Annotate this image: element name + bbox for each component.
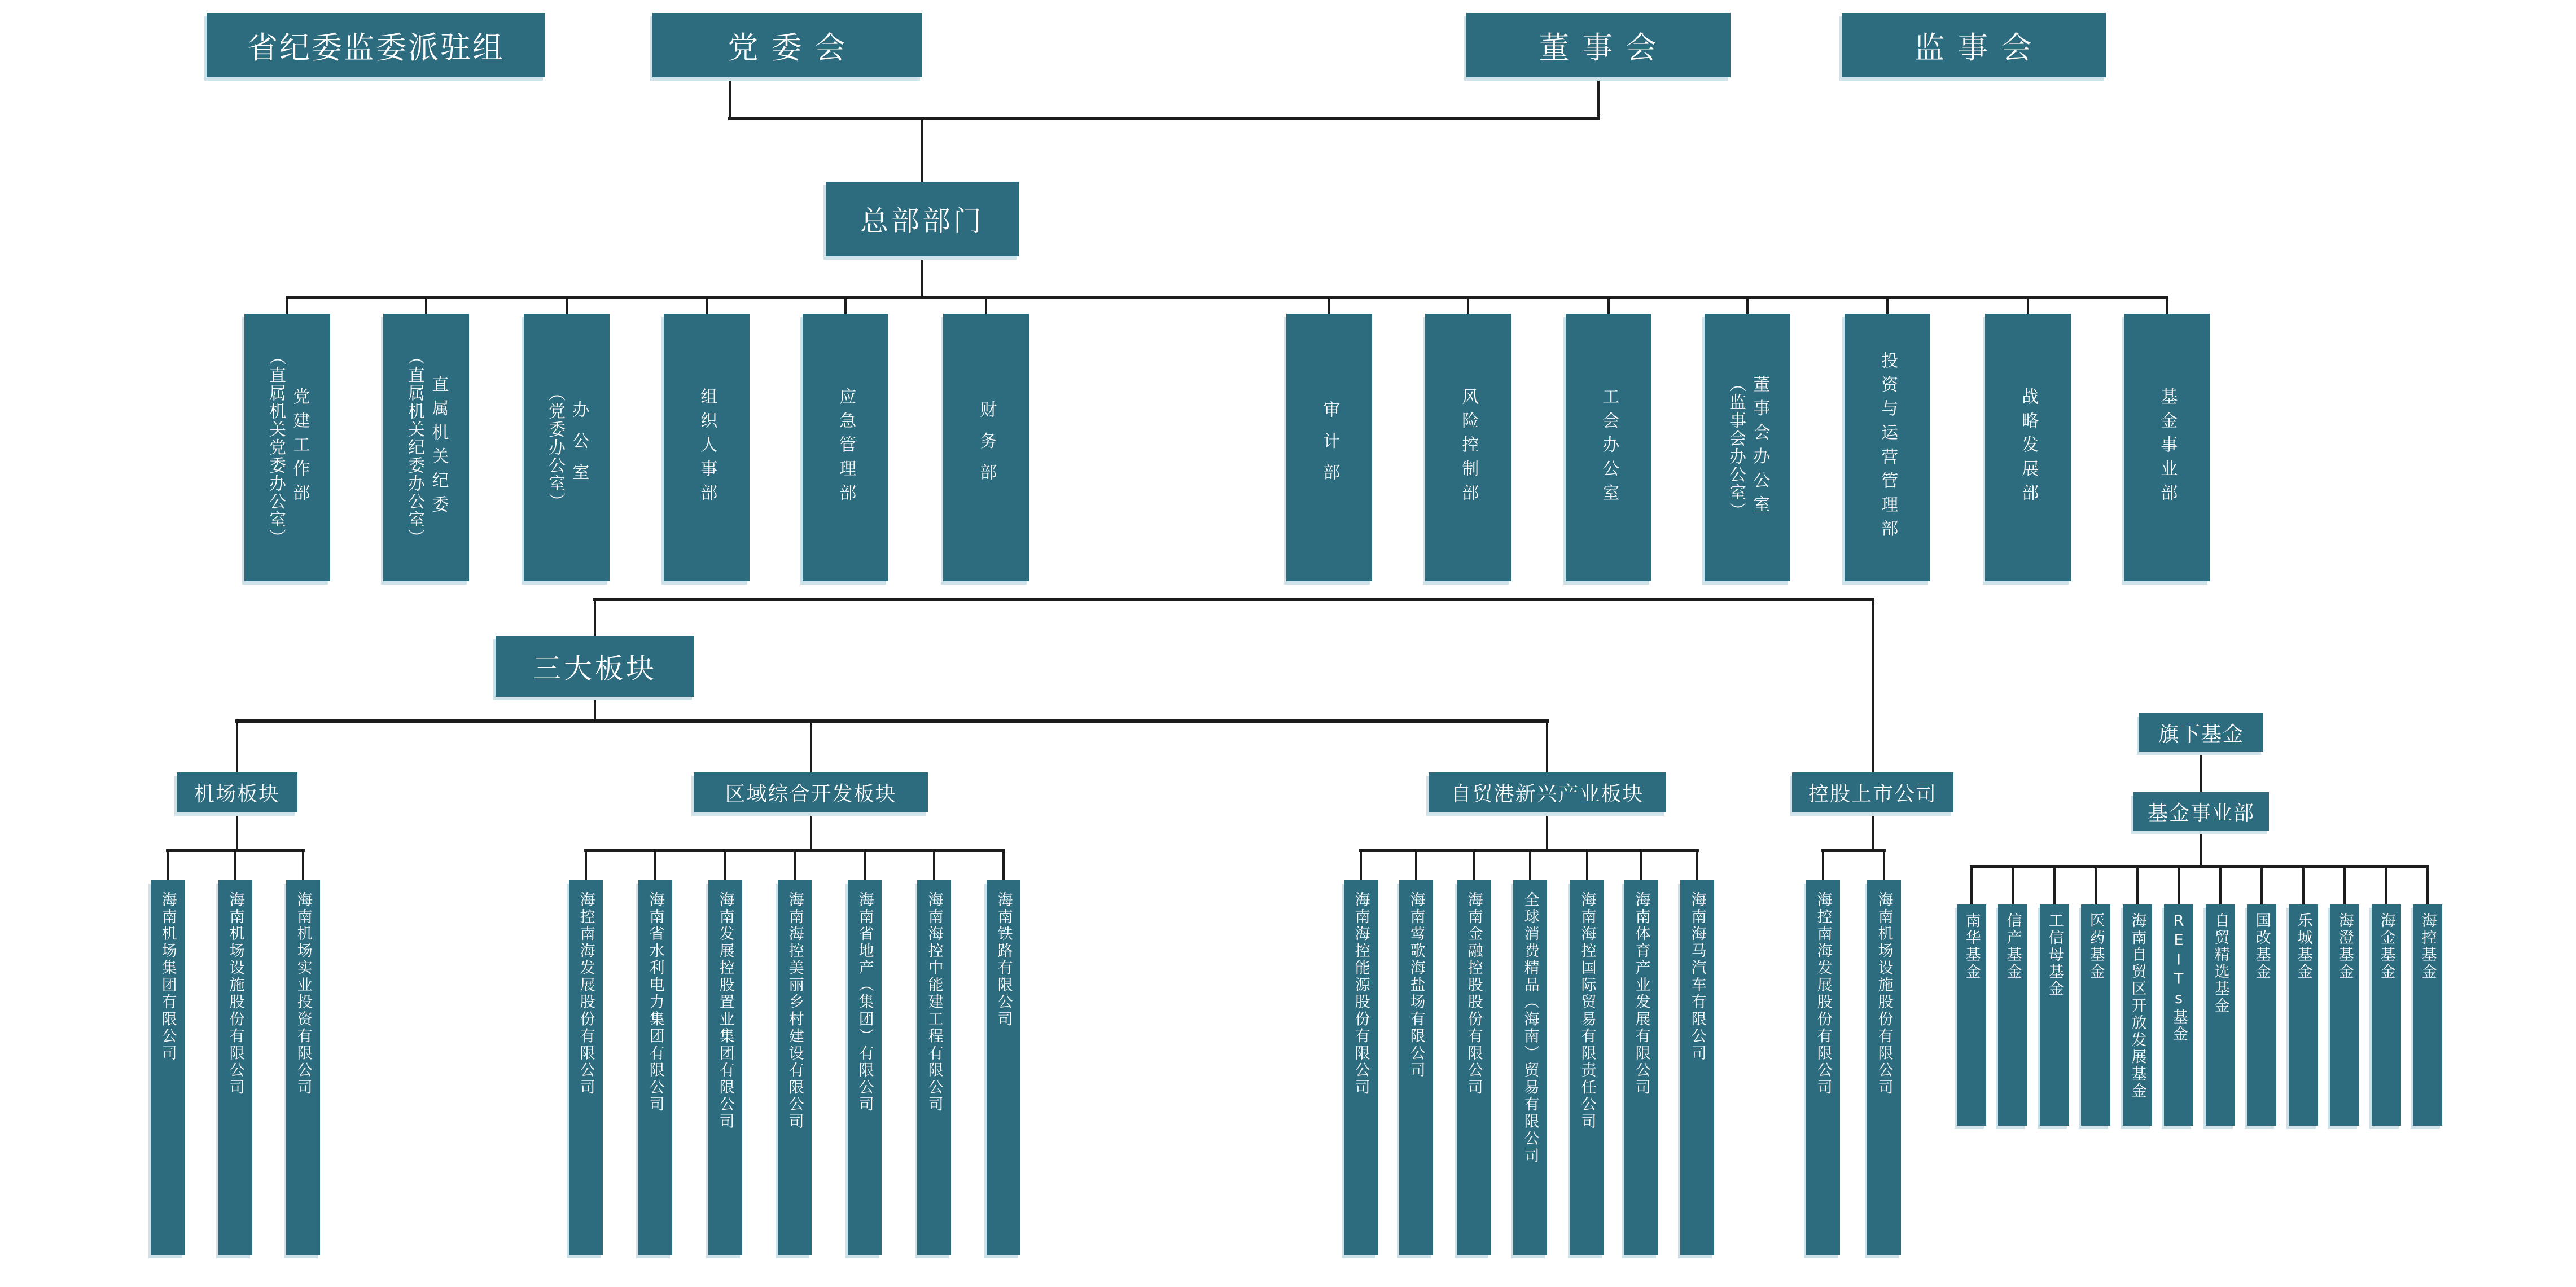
node-columns — [266, 314, 309, 581]
connector-segment — [236, 721, 238, 772]
connector-segment — [1473, 850, 1475, 880]
node-label: 旗下基金 — [2158, 722, 2244, 746]
node-fund-6 — [2164, 904, 2193, 1126]
node-label: 基金事业部 — [2147, 801, 2255, 825]
connector-segment — [794, 850, 796, 880]
connector-segment — [724, 850, 726, 880]
node-label: 监 事 会 — [1914, 29, 2034, 65]
node-sublabel: （直属机关党委办公室） — [266, 348, 286, 547]
node-company-ftz-3 — [1457, 880, 1491, 1255]
node-label: 组织人事部 — [697, 387, 717, 508]
connector-segment — [2095, 867, 2097, 904]
connector-rail — [1970, 865, 2429, 868]
node-company-regional-5 — [848, 880, 882, 1255]
node-label: 直属机关纪委 — [428, 375, 449, 520]
node-company-ftz-5 — [1570, 880, 1604, 1255]
connector-segment — [236, 812, 238, 850]
node-label: 省纪委监委派驻组 — [247, 29, 505, 65]
node-company-airport-1 — [151, 880, 185, 1255]
node-listed-companies — [1792, 772, 1953, 812]
node-dept-discipline — [383, 314, 469, 581]
node-label: 海控南海发展股份有限公司 — [1814, 891, 1832, 1096]
node-sublabel: （直属机关纪委办公室） — [405, 348, 424, 547]
node-label: REITs基金 — [2170, 912, 2188, 1043]
node-company-listed-1 — [1806, 880, 1840, 1255]
node-label: 党建工作部 — [290, 387, 310, 508]
node-company-ftz-6 — [1624, 880, 1658, 1255]
node-sector-ftz-industries — [1429, 772, 1666, 812]
node-label: 海南机场实业投资有限公司 — [294, 891, 312, 1096]
node-label: 董事会办公室 — [1750, 375, 1770, 520]
node-label: 海南省地产（集团）有限公司 — [856, 891, 874, 1114]
node-fund-4 — [2081, 904, 2110, 1126]
connector-segment — [167, 850, 169, 880]
connector-segment — [585, 850, 587, 880]
connector-segment — [2426, 867, 2429, 904]
node-sector-airport — [177, 772, 297, 812]
node-label: 海澄基金 — [2336, 912, 2354, 981]
node-label: 三大板块 — [533, 652, 657, 685]
connector-segment — [2027, 297, 2029, 314]
node-label: 海南海控国际贸易有限责任公司 — [1578, 891, 1596, 1131]
node-dept-fund-division — [2124, 314, 2210, 581]
node-columns — [546, 314, 588, 581]
node-label: 机场板块 — [194, 783, 280, 806]
node-company-regional-7 — [987, 880, 1020, 1255]
node-label: 海控南海发展股份有限公司 — [577, 891, 595, 1096]
node-label: 海南海控美丽乡村建设有限公司 — [786, 891, 804, 1131]
node-label: 应急管理部 — [836, 387, 856, 508]
node-fund-7 — [2206, 904, 2235, 1126]
connector-segment — [2260, 867, 2263, 904]
node-fund-10 — [2330, 904, 2359, 1126]
node-fund-11 — [2372, 904, 2401, 1126]
node-label: 自贸精选基金 — [2211, 912, 2229, 1015]
node-label: 乐城基金 — [2294, 912, 2312, 981]
node-label: 海南海控中能建工程有限公司 — [925, 891, 943, 1114]
node-company-regional-4 — [778, 880, 812, 1255]
connector-segment — [1970, 867, 1973, 904]
connector-segment — [2200, 831, 2202, 867]
node-label: 基金事业部 — [2157, 387, 2178, 508]
connector-segment — [985, 297, 987, 314]
node-discipline-inspection-group — [207, 13, 545, 77]
connector-segment — [1586, 850, 1588, 880]
node-fund-12 — [2413, 904, 2442, 1126]
node-label: 控股上市公司 — [1808, 783, 1937, 806]
node-label: 党 委 会 — [728, 29, 847, 65]
connector-segment — [425, 297, 427, 314]
connector-rail — [235, 719, 1549, 723]
connector-rail — [593, 598, 1874, 601]
node-label: 董 事 会 — [1539, 29, 1658, 65]
node-fund-9 — [2289, 904, 2318, 1126]
connector-rail — [1821, 849, 1886, 852]
connector-segment — [566, 297, 568, 314]
connector-segment — [864, 850, 866, 880]
connector-segment — [302, 850, 304, 880]
node-dept-hr — [664, 314, 750, 581]
node-label: 海南自贸区开放发展基金 — [2128, 912, 2146, 1100]
node-company-regional-3 — [708, 880, 742, 1255]
node-sublabel: （监事会办公室） — [1726, 375, 1746, 520]
connector-segment — [1883, 850, 1885, 880]
connector-segment — [2012, 867, 2014, 904]
node-label: 审计部 — [1320, 400, 1340, 495]
node-headquarters — [826, 182, 1019, 256]
node-dept-party-building — [244, 314, 330, 581]
connector-segment — [2385, 867, 2387, 904]
connector-segment — [1360, 850, 1362, 880]
node-company-ftz-7 — [1680, 880, 1714, 1255]
connector-segment — [933, 850, 935, 880]
connector-segment — [234, 850, 236, 880]
connector-segment — [1886, 297, 1889, 314]
node-sublabel: （党委办公室） — [545, 384, 565, 511]
node-label: 海南海控能源股份有限公司 — [1352, 891, 1370, 1096]
node-board-of-supervisors — [1842, 13, 2106, 77]
node-fund-2 — [1998, 904, 2027, 1126]
connector-segment — [1546, 812, 1548, 850]
connector-segment — [654, 850, 656, 880]
node-label: 南华基金 — [1962, 912, 1981, 981]
node-label: 总部部门 — [860, 205, 984, 238]
node-company-ftz-1 — [1344, 880, 1378, 1255]
node-label: 财务部 — [976, 400, 997, 495]
node-company-listed-2 — [1867, 880, 1901, 1255]
node-fund-division — [2133, 792, 2269, 831]
connector-segment — [921, 118, 923, 182]
connector-segment — [1822, 850, 1824, 880]
node-company-airport-2 — [218, 880, 252, 1255]
node-dept-invest-operations — [1845, 314, 1930, 581]
node-label: 海南机场设施股份有限公司 — [226, 891, 244, 1096]
node-company-regional-2 — [638, 880, 672, 1255]
connector-segment — [1872, 599, 1874, 772]
connector-segment — [1002, 850, 1005, 880]
connector-segment — [1746, 297, 1749, 314]
node-dept-board-office — [1705, 314, 1790, 581]
node-label: 自贸港新兴产业板块 — [1451, 783, 1644, 806]
node-dept-strategy — [1985, 314, 2071, 581]
node-label: 区域综合开发板块 — [725, 783, 897, 806]
node-fund-1 — [1957, 904, 1986, 1126]
node-company-ftz-2 — [1399, 880, 1433, 1255]
node-label: 国改基金 — [2253, 912, 2271, 981]
node-dept-labor-union — [1566, 314, 1651, 581]
node-label: 海南莺歌海盐场有限公司 — [1407, 891, 1425, 1079]
node-label: 投资与运营管理部 — [1878, 351, 1898, 544]
node-label: 海南发展控股置业集团有限公司 — [716, 891, 734, 1131]
connector-segment — [1415, 850, 1417, 880]
node-label: 海南机场设施股份有限公司 — [1875, 891, 1893, 1096]
connector-segment — [594, 599, 596, 636]
node-label: 海控基金 — [2419, 912, 2437, 981]
node-columns — [1727, 314, 1769, 581]
node-label: 工会办公室 — [1599, 387, 1619, 508]
node-label: 全球消费精品（海南）贸易有限公司 — [1521, 891, 1539, 1165]
connector-segment — [2178, 867, 2180, 904]
connector-rail — [728, 117, 1600, 120]
connector-segment — [2219, 867, 2222, 904]
node-label: 海南体育产业发展有限公司 — [1632, 891, 1650, 1096]
node-dept-general-office — [524, 314, 610, 581]
node-label: 海金基金 — [2377, 912, 2395, 981]
node-three-sectors — [496, 636, 694, 697]
node-party-committee — [652, 13, 922, 77]
connector-segment — [1546, 721, 1548, 772]
node-fund-8 — [2247, 904, 2276, 1126]
node-funds-header — [2139, 713, 2263, 752]
node-label: 医药基金 — [2087, 912, 2105, 981]
connector-segment — [2343, 867, 2346, 904]
node-fund-3 — [2040, 904, 2069, 1126]
node-dept-audit — [1286, 314, 1372, 581]
node-label: 海南金融控股股份有限公司 — [1465, 891, 1483, 1096]
connector-segment — [2136, 867, 2139, 904]
node-dept-emergency — [803, 314, 888, 581]
connector-segment — [1640, 850, 1642, 880]
node-columns — [405, 314, 448, 581]
node-label: 工信母基金 — [2045, 912, 2064, 998]
connector-segment — [810, 721, 812, 772]
connector-segment — [844, 297, 847, 314]
node-label: 战略发展部 — [2018, 387, 2039, 508]
connector-segment — [706, 297, 708, 314]
connector-segment — [1597, 77, 1600, 118]
node-label: 海南海马汽车有限公司 — [1688, 891, 1706, 1062]
connector-segment — [729, 77, 731, 118]
connector-segment — [2166, 297, 2168, 314]
connector-segment — [286, 297, 288, 314]
connector-segment — [1872, 812, 1874, 850]
connector-segment — [1696, 850, 1698, 880]
node-label: 海南铁路有限公司 — [995, 891, 1013, 1028]
connector-segment — [2302, 867, 2305, 904]
node-company-regional-1 — [569, 880, 603, 1255]
node-label: 海南机场集团有限公司 — [159, 891, 177, 1062]
connector-segment — [1467, 297, 1469, 314]
node-company-regional-6 — [917, 880, 951, 1255]
node-fund-5 — [2123, 904, 2152, 1126]
connector-segment — [921, 256, 923, 297]
node-sector-regional-development — [694, 772, 928, 812]
node-label: 风险控制部 — [1458, 387, 1479, 508]
node-dept-finance — [943, 314, 1029, 581]
node-board-of-directors — [1466, 13, 1731, 77]
connector-segment — [2053, 867, 2056, 904]
node-company-ftz-4 — [1513, 880, 1547, 1255]
connector-segment — [2200, 752, 2202, 792]
node-dept-risk-control — [1425, 314, 1511, 581]
node-label: 海南省水利电力集团有限公司 — [646, 891, 664, 1114]
connector-segment — [1529, 850, 1531, 880]
connector-segment — [1607, 297, 1610, 314]
connector-segment — [1328, 297, 1330, 314]
connector-segment — [810, 812, 812, 850]
node-label: 办公室 — [569, 400, 589, 495]
connector-segment — [594, 697, 596, 721]
node-company-airport-3 — [286, 880, 320, 1255]
node-label: 信产基金 — [2004, 912, 2022, 981]
